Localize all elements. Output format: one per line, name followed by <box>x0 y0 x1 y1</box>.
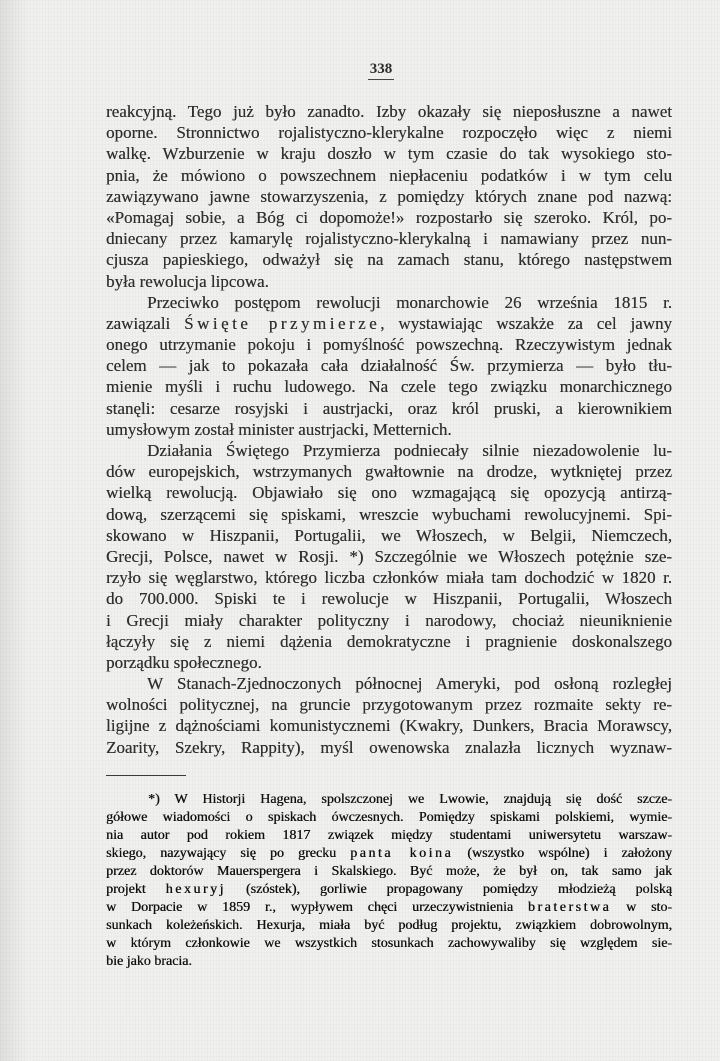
footnote-line <box>106 845 672 863</box>
footnote-rule <box>106 775 186 776</box>
main-text <box>106 101 672 758</box>
text-segment: w sto- <box>611 900 672 915</box>
text-line: mienie myśli i ruchu ludowego. Na czele tego związku monarchicznego <box>106 377 672 397</box>
footnote-line: gółowe wiadomości o spiskach ówczesnych. Pomiędzy spiskami polskiemi, wymie- <box>106 810 672 825</box>
paragraph-1 <box>106 101 672 292</box>
paragraph-4 <box>106 673 672 758</box>
text-line: ligijne z dążnościami komunistycznemi (Kwakry, Dunkers, Bracia Morawscy, <box>106 716 672 736</box>
text-line: pnia, że mówiono o powszechnem niepłaceniu podatków i w tym celu <box>106 165 672 185</box>
spaced-text: braterstwa <box>527 900 612 915</box>
footnote-line: *) W Historji Hagena, spolszczonej we Lwowie, znajdują się dość szcze- <box>148 792 672 807</box>
text-line: Zoarity, Szekry, Rappity), myśl owenowska znalazła licznych wyznaw- <box>106 737 672 757</box>
text-line: była rewolucja lipcowa. <box>106 271 269 291</box>
page-number-text: 338 <box>368 60 395 80</box>
text-segment: w Dorpacie w 1859 r., wypływem chęci urzeczywistnienia <box>106 900 528 915</box>
text-line: dniecany przez kamarylę rojalistyczno-klerykalną i namawiany przez nun- <box>106 229 672 249</box>
text-segment: zawiązali <box>106 313 185 333</box>
text-segment: skiego, nazywający się po grecku <box>106 846 351 861</box>
text-line: skowano w Hiszpanii, Portugalii, we Włoszech, w Belgii, Niemczech, <box>106 525 672 545</box>
text-line: walkę. Wzburzenie w kraju doszło w tym czasie do tak wysokiego sto- <box>106 144 672 164</box>
footnote-line: w którym członkowie we wszystkich stosunkach zachowywaliby się względem sie- <box>106 936 672 951</box>
text-line: rzyło się węglarstwo, którego liczba członków miała tam dochodzić w 1820 r. <box>106 568 672 588</box>
text-segment: , wystawiając wszakże za cel jawny <box>380 313 672 333</box>
text-line: «Pomagaj sobie, a Bóg ci dopomoże!» rozpostarło się szeroko. Król, po- <box>106 207 672 227</box>
text-line: Przeciwko postępom rewolucji monarchowie 26 września 1815 r. <box>147 292 672 312</box>
text-segment: (szóstek), gorliwie propagowany pomiędzy młodzieżą polską <box>225 882 672 897</box>
spaced-text: hexuryj <box>165 882 226 897</box>
footnote-line: nia autor pod rokiem 1817 związek między studentami uniwersytetu warszaw- <box>106 828 672 843</box>
text-line: Grecji, Polsce, nawet w Rosji. *) Szczególnie we Włoszech potężnie sze- <box>106 546 672 566</box>
text-line: celem — jak to pokazała cała działalność Św. przymierza — było tłu- <box>106 356 672 376</box>
text-line: stanęli: cesarze rosyjski i austrjacki, oraz król pruski, a kierownikiem <box>106 398 672 418</box>
text-line: zawiązywano jawne stowarzyszenia, z pomiędzy których znane pod nazwą: <box>106 186 672 206</box>
text-line: umysłowym został minister austrjacki, Metternich. <box>106 419 452 439</box>
footnote-line <box>106 881 672 899</box>
text-line: Działania Świętego Przymierza podniecały silnie niezadowolenie lu- <box>147 441 672 460</box>
text-line: do 700.000. Spiski te i rewolucje w Hiszpanii, Portugalii, Włoszech <box>106 589 672 609</box>
footnote-line: sunkach koleżeńskich. Hexurja, miała być podług projektu, związkiem dobrowolnym, <box>106 918 672 933</box>
text-segment: projekt <box>106 882 166 897</box>
footnote-line <box>106 899 672 917</box>
text-line: wolności politycznej, na gruncie przygotowanym przez rozmaite sekty re- <box>106 695 672 715</box>
text-line: onego utrzymanie pokoju i pomyślność powszechną. Rzeczywistym jednak <box>106 335 672 355</box>
text-line: cjusza papieskiego, odważył się na zamach stanu, którego następstwem <box>106 250 672 270</box>
text-line: łączyły się z niemi dążenia demokratyczne i pragnienie doskonalszego <box>106 631 672 651</box>
text-segment: (wszystko wspólne) i założony <box>453 846 672 861</box>
footnote-line: przez doktorów Mauerspergera i Skalskiego. Być może, że był on, tak samo jak <box>106 864 672 879</box>
text-line: dową, szerzącemi się spiskami, wreszcie wybuchami rewolucyjnemi. Spi- <box>106 504 672 524</box>
spaced-text: panta koina <box>350 846 454 861</box>
text-line: dów europejskich, wstrzymanych gwałtownie na drodze, wytkniętej przez <box>106 462 672 482</box>
text-line: reakcyjną. Tego już było zanadto. Izby okazały się nieposłuszne a nawet <box>106 102 672 121</box>
page-number <box>351 60 411 80</box>
text-line: oporne. Stronnictwo rojalistyczno-klerykalne rozpoczęło więc z niemi <box>106 123 672 143</box>
text-line: porządku społecznego. <box>106 652 262 672</box>
footnote-line: bie jako bracia. <box>106 954 192 969</box>
paragraph-2 <box>106 292 672 440</box>
footnote <box>106 791 672 971</box>
text-line: i Grecji miały charakter polityczny i narodowy, chociaż nieuniknienie <box>106 610 672 630</box>
text-line: W Stanach-Zjednoczonych północnej Ameryki, pod osłoną rozległej <box>147 674 672 694</box>
text-line <box>106 313 672 334</box>
paragraph-3 <box>106 440 672 673</box>
text-line: wielką rewolucją. Objawiało się ono wzmagającą się opozycją antirzą- <box>106 483 672 503</box>
spaced-text: Święte przymierze <box>184 313 381 333</box>
